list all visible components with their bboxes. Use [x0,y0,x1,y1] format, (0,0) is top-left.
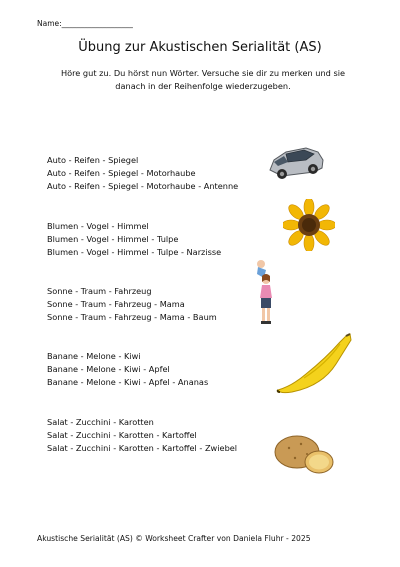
banana-icon [274,330,354,396]
name-label: Name: [37,19,62,28]
word-line: Sonne - Traum - Fahrzeug - Mama [47,299,185,309]
word-line: Auto - Reifen - Spiegel - Motorhaube - Antenne [47,181,239,191]
word-line: Sonne - Traum - Fahrzeug - Mama - Baum [47,312,217,322]
word-line: Banane - Melone - Kiwi - Apfel [47,364,170,374]
name-blank: ___________________ [61,19,133,28]
name-field[interactable] [37,19,133,28]
word-line: Salat - Zucchini - Karotten [47,417,154,427]
sunflower-icon [283,199,335,251]
word-line: Sonne - Traum - Fahrzeug [47,286,152,296]
word-line: Blumen - Vogel - Himmel - Tulpe - Narzisse [47,247,222,257]
word-group-blumen [47,220,221,259]
mother-child-icon [252,258,280,326]
word-group-salat [47,416,237,455]
instructions-text: Höre gut zu. Du hörst nun Wörter. Versuche sie dir zu merken und sie danach in der Reihenfolge wiederzugeben. [60,68,346,91]
word-line: Salat - Zucchini - Karotten - Kartoffel [47,430,197,440]
word-group-auto [47,154,238,193]
word-line: Banane - Melone - Kiwi - Apfel - Ananas [47,377,209,387]
word-group-banane [47,350,208,389]
word-line: Auto - Reifen - Spiegel [47,155,139,165]
potato-icon [273,430,335,476]
word-line: Banane - Melone - Kiwi [47,351,141,361]
page-title: Übung zur Akustischen Serialität (AS) [78,40,322,55]
word-group-sonne [47,285,217,324]
word-line: Auto - Reifen - Spiegel - Motorhaube [47,168,196,178]
footer-credit: Akustische Serialität (AS) © Worksheet Crafter von Daniela Fluhr - 2025 [37,534,311,543]
car-icon [266,140,326,184]
word-line: Blumen - Vogel - Himmel - Tulpe [47,234,179,244]
word-line: Blumen - Vogel - Himmel [47,221,149,231]
word-line: Salat - Zucchini - Karotten - Kartoffel - Zwiebel [47,443,238,453]
